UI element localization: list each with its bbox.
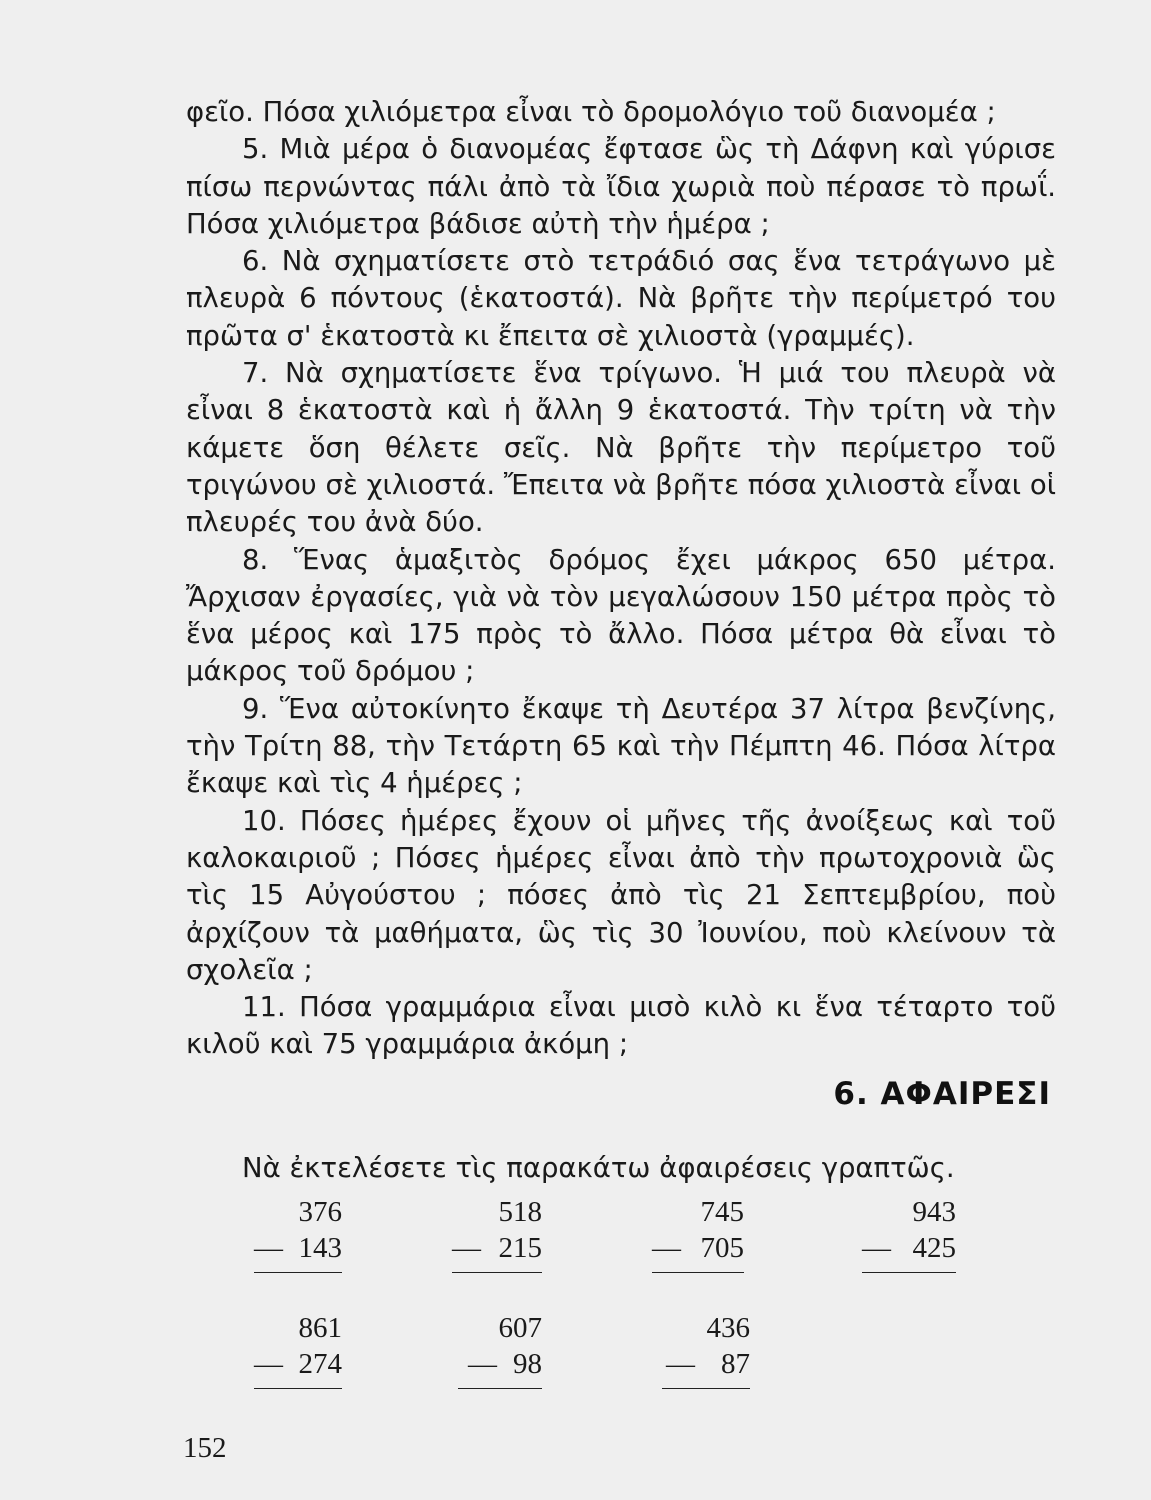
minuend: 518 <box>498 1196 542 1228</box>
subtraction-problem <box>254 1312 342 1392</box>
subtraction-problem <box>452 1196 542 1276</box>
minuend: 943 <box>912 1196 956 1228</box>
minus-sign: — <box>254 1348 283 1380</box>
subtraction-problem <box>652 1196 744 1276</box>
exercise-9: 9. Ἕνα αὐτοκίνητο ἔκαψε τὴ Δευτέρα 37 λίτρα βενζίνης, τὴν Τρίτη 88, τὴν Τετάρτη 65 καὶ τὴν Πέμπτη 46. Πόσα λίτρα ἔκαψε καὶ τὶς 4 ἡμέρες ; <box>186 692 1056 800</box>
subtraction-problem <box>862 1196 956 1276</box>
subtraction-problem <box>458 1312 542 1392</box>
exercise-5: 5. Μιὰ μέρα ὁ διανομέας ἔφτασε ὣς τὴ Δάφνη καὶ γύρισε πίσω περνώντας πάλι ἀπὸ τὰ ἴδια χωριὰ ποὺ πέρασε τὸ πρωΐ. Πόσα χιλιόμετρα βάδισε αὐτὴ τὴν ἡμέρα ; <box>186 133 1056 240</box>
sum-line <box>254 1272 342 1273</box>
subtrahend: 98 <box>513 1348 542 1380</box>
subtrahend: 87 <box>721 1348 750 1380</box>
minuend: 745 <box>700 1196 744 1228</box>
minus-sign: — <box>452 1232 481 1264</box>
subtrahend: 705 <box>700 1232 744 1264</box>
minus-sign: — <box>468 1348 497 1380</box>
minus-sign: — <box>862 1232 891 1264</box>
exercise-text <box>186 94 1056 1064</box>
sum-line <box>652 1272 744 1273</box>
exercise-6: 6. Νὰ σχηματίσετε στὸ τετράδιό σας ἕνα τετράγωνο μὲ πλευρὰ 6 πόντους (ἑκατοστά). Νὰ βρῆτε τὴν περίμετρό του πρῶτα σ' ἑκατοστὰ κι ἔπειτα σὲ χιλιοστὰ (γραμμές). <box>186 245 1056 352</box>
exercise-8: 8. Ἕνας ἁμαξιτὸς δρόμος ἔχει μάκρος 650 μέτρα. Ἄρχισαν ἐργασίες, γιὰ νὰ τὸν μεγαλώσουν 150 μέτρα πρὸς τὸ ἕνα μέρος καὶ 175 πρὸς τὸ ἄλλο. Πόσα μέτρα θὰ εἶναι τὸ μάκρος τοῦ δρόμου ; <box>186 543 1056 688</box>
subtrahend: 143 <box>298 1232 342 1264</box>
sum-line <box>254 1388 342 1389</box>
section-heading: 6. ΑΦΑΙΡΕΣΙ <box>833 1076 1051 1112</box>
minus-sign: — <box>652 1232 681 1264</box>
paragraph-continuation: φεῖο. Πόσα χιλιόμετρα εἶναι τὸ δρομολόγιο τοῦ διανομέα ; <box>186 96 996 128</box>
subtraction-problem <box>662 1312 750 1392</box>
page-number: 152 <box>183 1432 227 1464</box>
minuend: 436 <box>706 1312 750 1344</box>
subtrahend: 425 <box>912 1232 956 1264</box>
subtrahend: 215 <box>498 1232 542 1264</box>
exercise-10: 10. Πόσες ἡμέρες ἔχουν οἱ μῆνες τῆς ἀνοίξεως καὶ τοῦ καλοκαιριοῦ ; Πόσες ἡμέρες εἶναι ἀπὸ τὴν πρωτοχρονιὰ ὣς τὶς 15 Αὐγούστου ; πόσες ἀπὸ τὶς 21 Σεπτεμβρίου, ποὺ ἀρχίζουν τὰ μαθήματα, ὣς τὶς 30 Ἰουνίου, ποὺ κλείνουν τὰ σχολεῖα ; <box>186 804 1056 986</box>
exercise-11: 11. Πόσα γραμμάρια εἶναι μισὸ κιλὸ κι ἕνα τέταρτο τοῦ κιλοῦ καὶ 75 γραμμάρια ἀκόμη ; <box>186 991 1056 1061</box>
sum-line <box>862 1272 956 1273</box>
minuend: 861 <box>298 1312 342 1344</box>
minuend: 607 <box>498 1312 542 1344</box>
sum-line <box>662 1388 750 1389</box>
exercise-7: 7. Νὰ σχηματίσετε ἕνα τρίγωνο. Ἡ μιά του πλευρὰ νὰ εἶναι 8 ἑκατοστὰ καὶ ἡ ἄλλη 9 ἑκατοστά. Τὴν τρίτη νὰ τὴν κάμετε ὅση θέλετε σεῖς. Νὰ βρῆτε τὴν περίμετρο τοῦ τριγώνου σὲ χιλιοστά. Ἔπειτα νὰ βρῆτε πόσα χιλιοστὰ εἶναι οἱ πλευρές του ἀνὰ δύο. <box>186 357 1056 539</box>
sum-line <box>458 1388 542 1389</box>
subtrahend: 274 <box>298 1348 342 1380</box>
subtraction-instruction: Νὰ ἐκτελέσετε τὶς παρακάτω ἀφαιρέσεις γραπτῶς. <box>242 1152 955 1184</box>
minus-sign: — <box>666 1348 695 1380</box>
sum-line <box>452 1272 542 1273</box>
minus-sign: — <box>254 1232 283 1264</box>
subtraction-problem <box>254 1196 342 1276</box>
minuend: 376 <box>298 1196 342 1228</box>
